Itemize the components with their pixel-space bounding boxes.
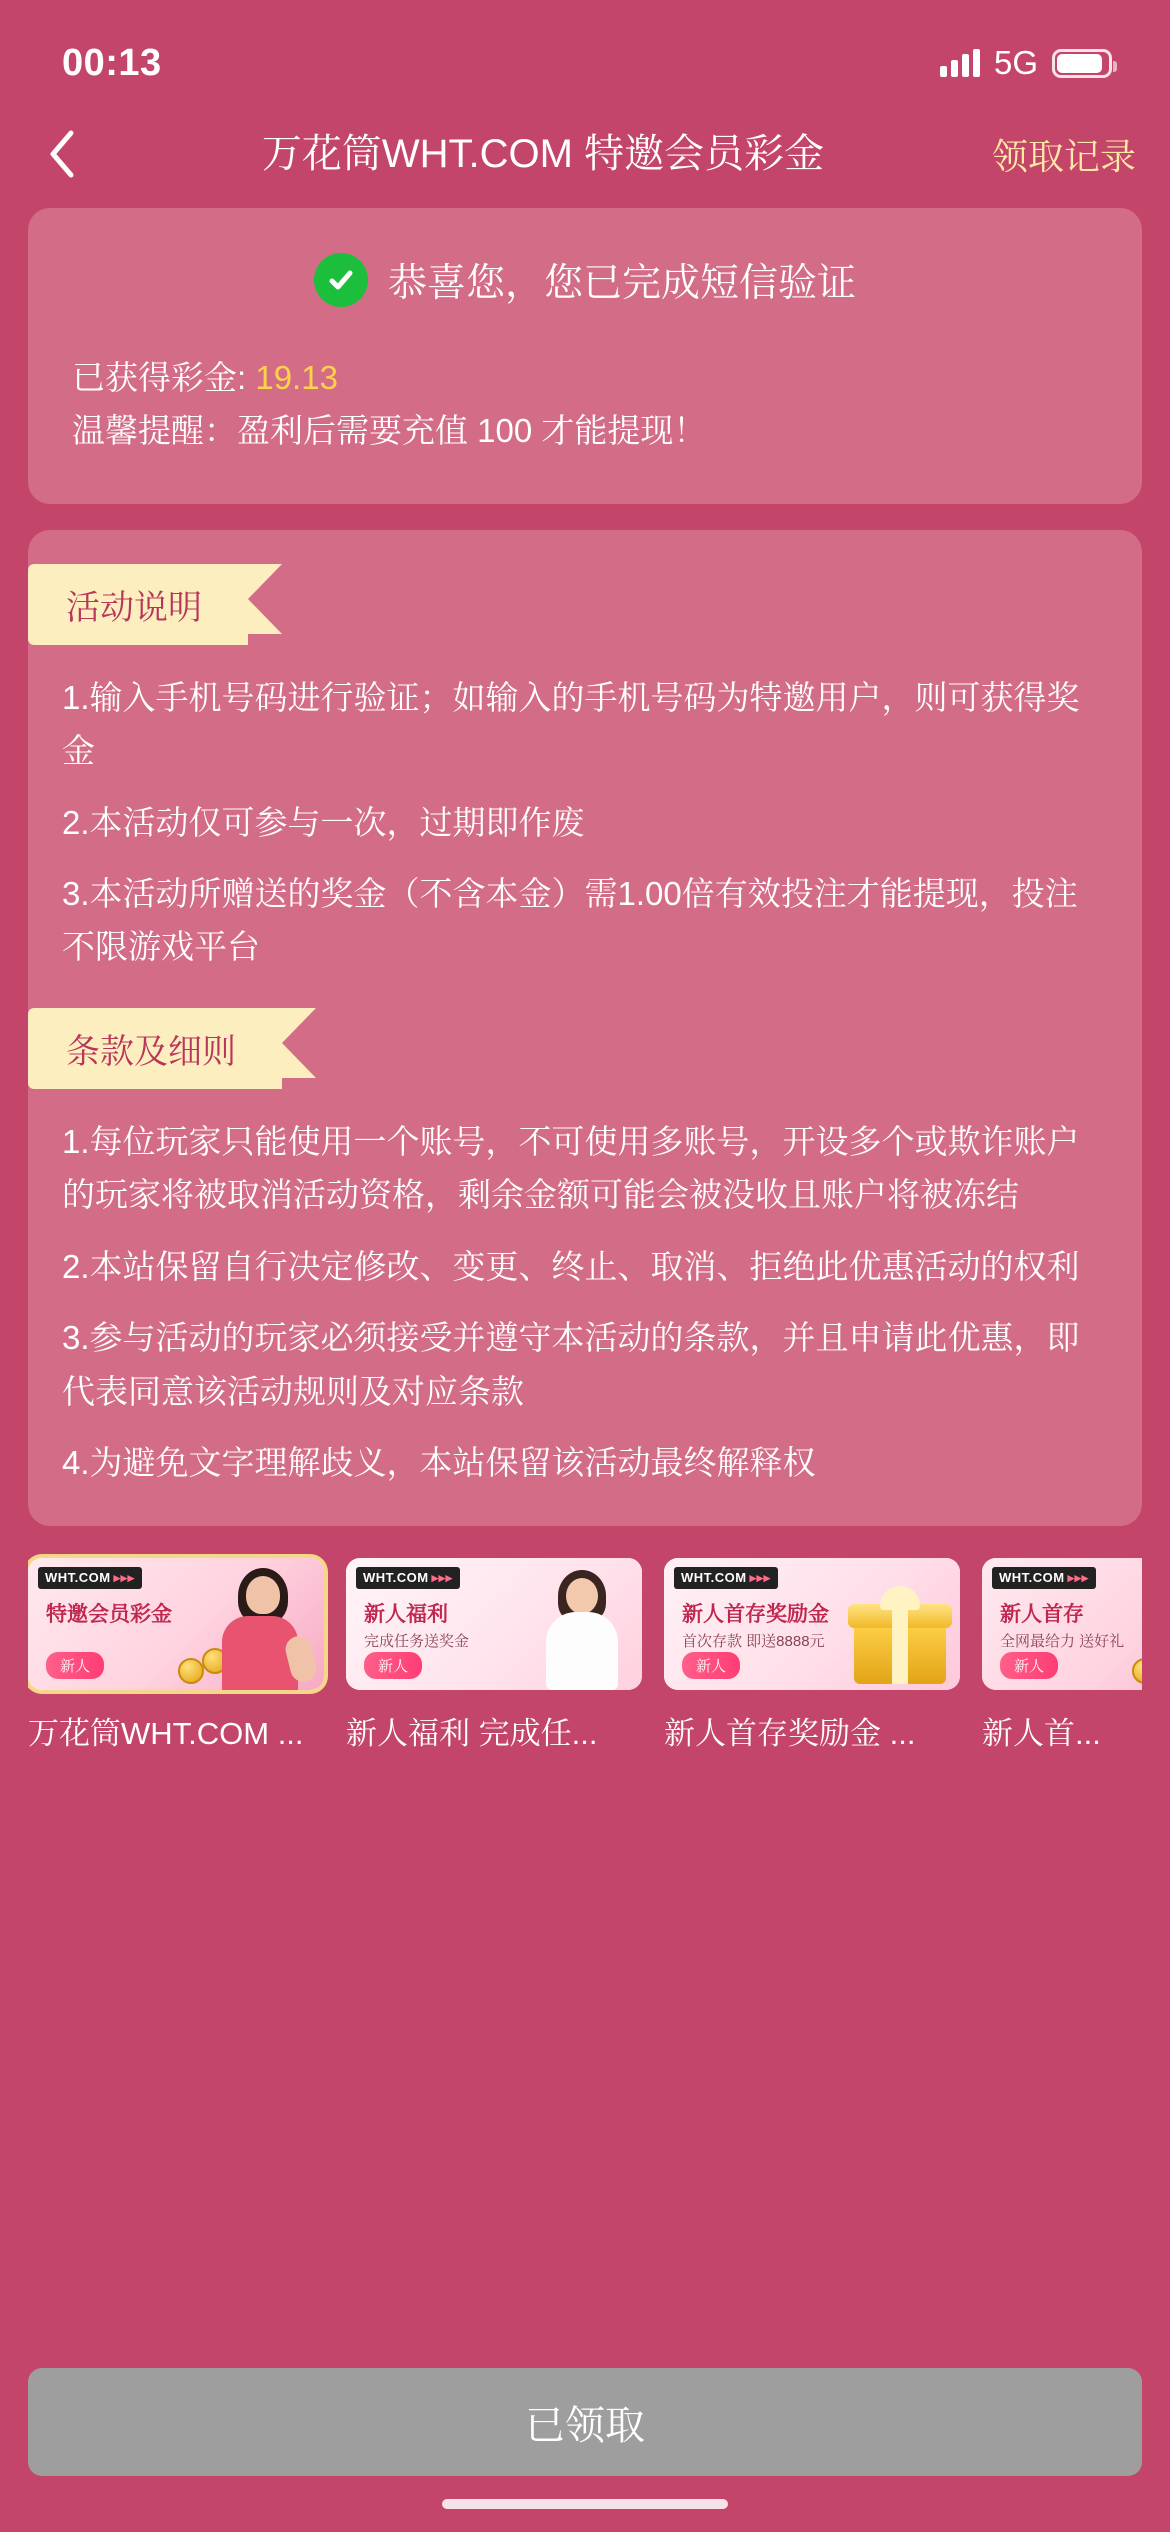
- promotion-thumbnail[interactable]: [28, 1558, 324, 1690]
- reminder-text-2: 才能提现！: [532, 411, 707, 449]
- brand-tag-dots: ▸▸▸: [749, 1569, 771, 1585]
- promotion-thumb-pill: 新人: [682, 1652, 740, 1679]
- verification-success-card: [28, 208, 1142, 504]
- gift-box-icon: [832, 1574, 952, 1684]
- status-indicators: [940, 44, 1112, 82]
- reminder-prefix: 温馨提醒：: [72, 411, 237, 449]
- promotion-thumb-pill: 新人: [46, 1652, 104, 1679]
- earned-amount: 19.13: [255, 359, 338, 396]
- activity-description-heading: 活动说明: [28, 564, 248, 645]
- earned-label: 已获得彩金:: [72, 359, 256, 396]
- brand-tag: [356, 1567, 460, 1589]
- brand-tag-text: WHT.COM: [363, 1569, 429, 1585]
- reminder-amount: 100: [477, 411, 533, 449]
- status-time: 00:13: [62, 41, 162, 84]
- promotion-thumb-pill: 新人: [1000, 1652, 1058, 1679]
- back-icon[interactable]: [30, 122, 94, 186]
- success-row: [72, 252, 1098, 308]
- terms-item: 2.本站保留自行决定修改、变更、终止、取消、拒绝此优惠活动的权利: [62, 1247, 1080, 1285]
- status-bar: [0, 0, 1170, 100]
- terms-item: 1.每位玩家只能使用一个账号，不可使用多账号，开设多个或欺诈账户的玩家将被取消活动资格，剩余金额可能会被没收且账户将被冻结: [62, 1122, 1080, 1214]
- model-illustration: [202, 1562, 320, 1690]
- signal-strength-icon: [940, 49, 980, 77]
- brand-tag-text: WHT.COM: [999, 1569, 1065, 1585]
- success-message: 恭喜您，您已完成短信验证: [387, 262, 856, 305]
- activity-rule-item: 2.本活动仅可参与一次，过期即作废: [62, 803, 585, 841]
- promotion-thumb-pill: 新人: [364, 1652, 422, 1679]
- network-type-label: 5G: [993, 44, 1038, 81]
- reminder-text-1: 盈利后需要充值: [237, 411, 478, 449]
- activity-rule-item: 1.输入手机号码进行验证；如输入的手机号码为特邀用户，则可获得奖金: [62, 678, 1080, 770]
- cta-area: [0, 2346, 1170, 2476]
- reminder-row: [72, 405, 1098, 458]
- promotion-thumbnail[interactable]: [346, 1558, 642, 1690]
- brand-tag-dots: ▸▸▸: [113, 1569, 135, 1585]
- promotion-thumbnail[interactable]: [982, 1558, 1142, 1690]
- earned-amount-row: [72, 352, 1098, 405]
- brand-tag: [38, 1567, 142, 1589]
- promotion-label: 新人福利 完成任...: [346, 1715, 598, 1751]
- promotion-thumb-title: 特邀会员彩金: [46, 1602, 172, 1626]
- claim-record-link[interactable]: 领取记录: [991, 135, 1136, 177]
- brand-tag-dots: ▸▸▸: [1067, 1569, 1089, 1585]
- promotion-thumb-title: 新人首存: [1000, 1602, 1084, 1626]
- promotion-item[interactable]: [664, 1558, 960, 1753]
- promotion-item[interactable]: [28, 1558, 324, 1753]
- promotion-item[interactable]: [346, 1558, 642, 1753]
- promotion-label: 万花筒WHT.COM ...: [28, 1715, 304, 1751]
- promotion-thumb-sub: 全网最给力 送好礼: [1000, 1632, 1125, 1650]
- brand-tag: [674, 1567, 778, 1589]
- home-indicator-area: [0, 2476, 1170, 2532]
- coins-icon: [1126, 1628, 1142, 1688]
- terms-item: 3.参与活动的玩家必须接受并遵守本活动的条款，并且申请此优惠，即代表同意该活动规则及对应条款: [62, 1319, 1080, 1410]
- battery-icon: [1052, 49, 1112, 78]
- promotion-thumbnail[interactable]: [664, 1558, 960, 1690]
- home-indicator[interactable]: [442, 2499, 728, 2509]
- claim-button[interactable]: 已领取: [28, 2368, 1142, 2476]
- activity-rule-item: 3.本活动所赠送的奖金（不含本金）需1.00倍有效投注才能提现，投注不限游戏平台: [62, 874, 1078, 966]
- brand-tag-text: WHT.COM: [681, 1569, 747, 1585]
- promotion-label: 新人首存奖励金 ...: [664, 1715, 916, 1751]
- promotion-thumb-title: 新人首存奖励金: [682, 1602, 829, 1626]
- promotion-label: 新人首...: [982, 1715, 1101, 1751]
- terms-heading: 条款及细则: [28, 1008, 282, 1089]
- promotion-thumb-title: 新人福利: [364, 1602, 448, 1626]
- nav-bar: [0, 100, 1170, 208]
- brand-tag: [992, 1567, 1096, 1589]
- promotion-thumb-sub: 完成任务送奖金: [364, 1632, 470, 1650]
- check-circle-icon: [314, 253, 368, 307]
- terms-item: 4.为避免文字理解歧义，本站保留该活动最终解释权: [62, 1444, 816, 1482]
- rules-card: [28, 530, 1142, 1526]
- model-illustration: [528, 1562, 638, 1690]
- scroll-content[interactable]: [0, 208, 1170, 2346]
- brand-tag-dots: ▸▸▸: [431, 1569, 453, 1585]
- promotion-carousel[interactable]: [28, 1552, 1142, 1753]
- promotion-thumb-sub: 首次存款 即送8888元: [682, 1632, 825, 1650]
- promotion-item[interactable]: [982, 1558, 1142, 1753]
- page-title: 万花筒WHT.COM 特邀会员彩金: [261, 132, 825, 176]
- brand-tag-text: WHT.COM: [45, 1569, 111, 1585]
